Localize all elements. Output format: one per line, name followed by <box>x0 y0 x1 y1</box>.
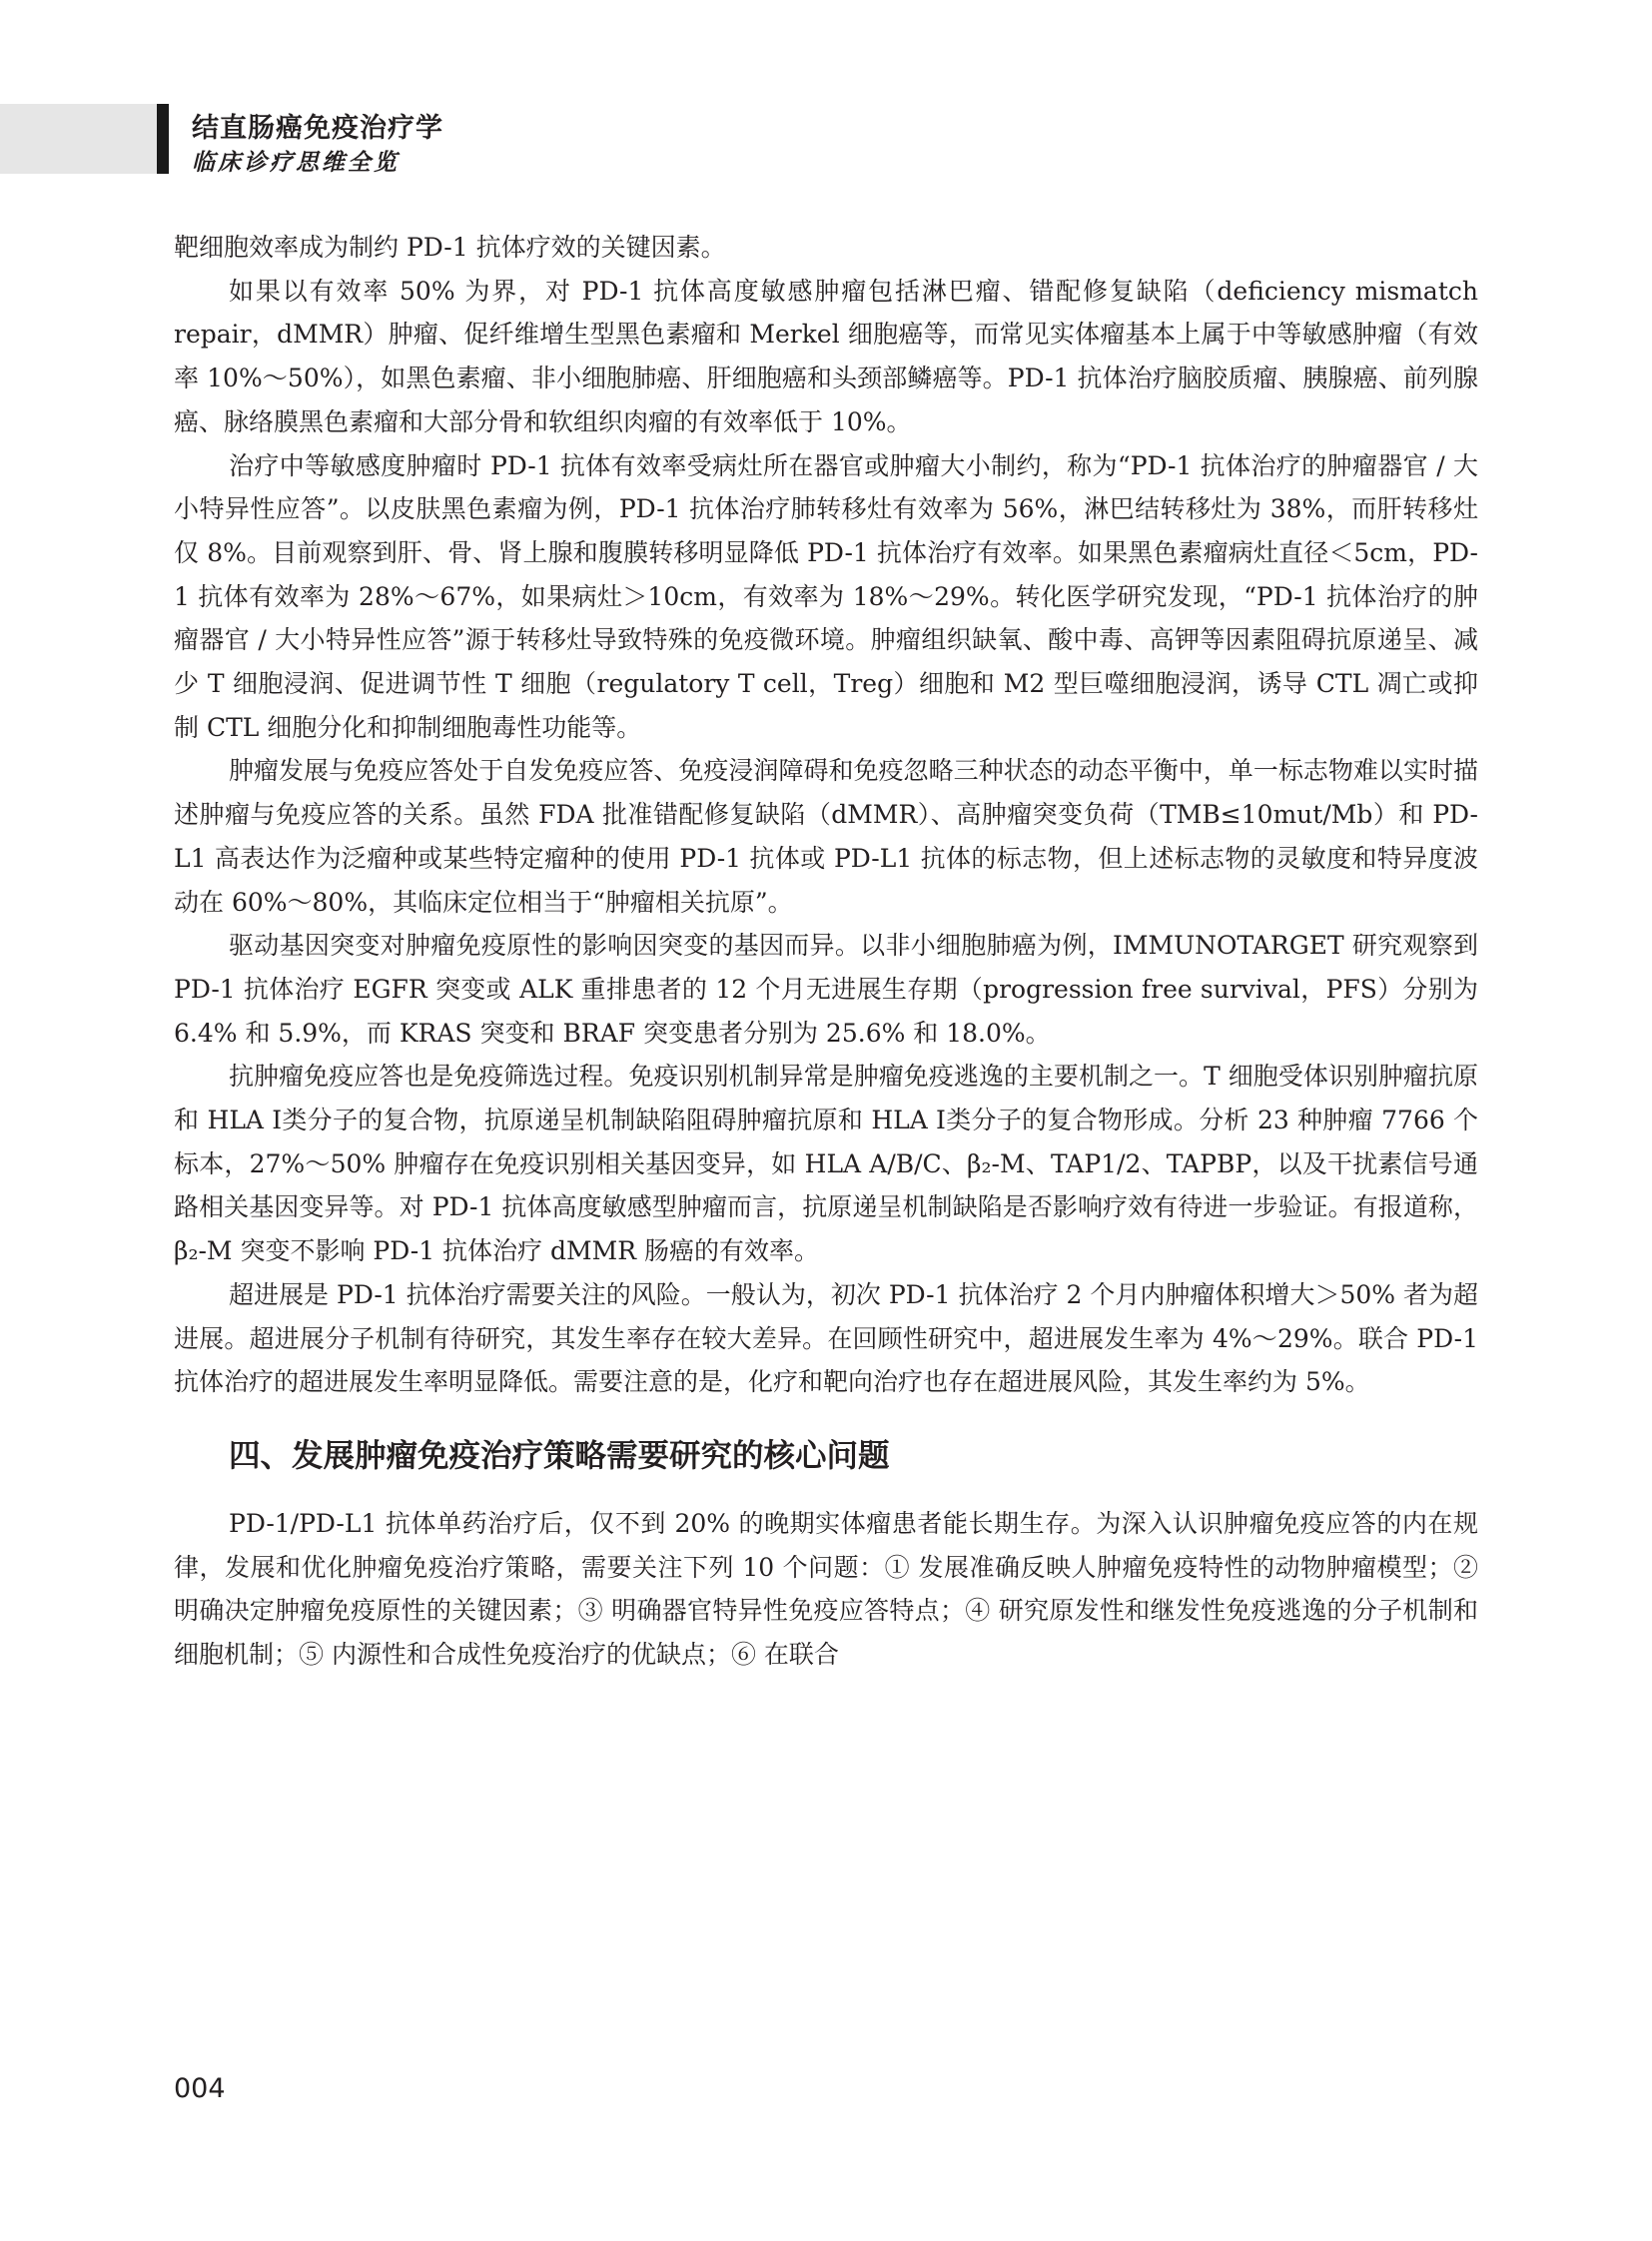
book-title: 结直肠癌免疫治疗学 <box>192 113 443 144</box>
header-black-bar <box>157 104 169 174</box>
paragraph: 治疗中等敏感度肿瘤时 PD-1 抗体有效率受病灶所在器官或肿瘤大小制约，称为“PD-1 抗体治疗的肿瘤器官 / 大小特异性应答”。以皮肤黑色素瘤为例，PD-1 抗体治疗肺转移灶有效率为 56%，淋巴结转移灶为 38%，而肝转移灶仅 8%。目前观察到肝、骨、肾上腺和腹膜转移明显降低 PD-1 抗体治疗有效率。如果黑色素瘤病灶直径＜5cm，PD-1 抗体有效率为 28%～67%，如果病灶＞10cm，有效率为 18%～29%。转化医学研究发现，“PD-1 抗体治疗的肿瘤器官 / 大小特异性应答”源于转移灶导致特殊的免疫微环境。肿瘤组织缺氧、酸中毒、高钾等因素阻碍抗原递呈、减少 T 细胞浸润、促进调节性 T 细胞（regulatory T cell，Treg）细胞和 M2 型巨噬细胞浸润，诱导 CTL 凋亡或抑制 CTL 细胞分化和抑制细胞毒性功能等。 <box>174 450 1478 742</box>
paragraph: PD-1/PD-L1 抗体单药治疗后，仅不到 20% 的晚期实体瘤患者能长期生存。为深入认识肿瘤免疫应答的内在规律，发展和优化肿瘤免疫治疗策略，需要关注下列 10 个问题：① 发展准确反映人肿瘤免疫特性的动物肿瘤模型；② 明确决定肿瘤免疫原性的关键因素；③ 明确器官特异性免疫应答特点；④ 研究原发性和继发性免疫逃逸的分子机制和细胞机制；⑤ 内源性和合成性免疫治疗的优缺点；⑥ 在联合 <box>174 1508 1479 1670</box>
paragraph: 如果以有效率 50% 为界，对 PD-1 抗体高度敏感肿瘤包括淋巴瘤、错配修复缺陷（deficiency mismatch repair，dMMR）肿瘤、促纤维增生型黑色素瘤和 Merkel 细胞癌等，而常见实体瘤基本上属于中等敏感肿瘤（有效率 10%～50%），如黑色素瘤、非小细胞肺癌、肝细胞癌和头颈部鳞癌等。PD-1 抗体治疗脑胶质瘤、胰腺癌、前列腺癌、脉络膜黑色素瘤和大部分骨和软组织肉瘤的有效率低于 10%。 <box>174 276 1478 436</box>
paragraph-continuation: 靶细胞效率成为制约 PD-1 抗体疗效的关键因素。 <box>174 233 726 262</box>
header-gray-band <box>0 104 157 174</box>
section-heading: 四、发展肿瘤免疫治疗策略需要研究的核心问题 <box>229 1437 890 1474</box>
paragraph: 肿瘤发展与免疫应答处于自发免疫应答、免疫浸润障碍和免疫忽略三种状态的动态平衡中，单一标志物难以实时描述肿瘤与免疫应答的关系。虽然 FDA 批准错配修复缺陷（dMMR）、高肿瘤突变负荷（TMB≤10mut/Mb）和 PD-L1 高表达作为泛瘤种或某些特定瘤种的使用 PD-1 抗体或 PD-L1 抗体的标志物，但上述标志物的灵敏度和特异度波动在 60%～80%，其临床定位相当于“肿瘤相关抗原”。 <box>174 756 1478 917</box>
page-body <box>174 226 1478 1677</box>
paragraph: 驱动基因突变对肿瘤免疫原性的影响因突变的基因而异。以非小细胞肺癌为例，IMMUNOTARGET 研究观察到 PD-1 抗体治疗 EGFR 突变或 ALK 重排患者的 12 个月无进展生存期（progression free survival，PFS）分别为 6.4% 和 5.9%，而 KRAS 突变和 BRAF 突变患者分别为 25.6% 和 18.0%。 <box>174 931 1478 1048</box>
paragraph: 抗肿瘤免疫应答也是免疫筛选过程。免疫识别机制异常是肿瘤免疫逃逸的主要机制之一。T 细胞受体识别肿瘤抗原和 HLA Ⅰ类分子的复合物，抗原递呈机制缺陷阻碍肿瘤抗原和 HLA Ⅰ类分子的复合物形成。分析 23 种肿瘤 7766 个标本，27%～50% 肿瘤存在免疫识别相关基因变异，如 HLA A/B/C、β₂-M、TAP1/2、TAPBP，以及干扰素信号通路相关基因变异等。对 PD-1 抗体高度敏感型肿瘤而言，抗原递呈机制缺陷是否影响疗效有待进一步验证。有报道称，β₂-M 突变不影响 PD-1 抗体治疗 dMMR 肠癌的有效率。 <box>174 1062 1478 1266</box>
page-number: 004 <box>174 2073 226 2104</box>
book-subtitle: 临床诊疗思维全览 <box>192 150 400 176</box>
paragraph: 超进展是 PD-1 抗体治疗需要关注的风险。一般认为，初次 PD-1 抗体治疗 2 个月内肿瘤体积增大＞50% 者为超进展。超进展分子机制有待研究，其发生率存在较大差异。在回顾性研究中，超进展发生率为 4%～29%。联合 PD-1 抗体治疗的超进展发生率明显降低。需要注意的是，化疗和靶向治疗也存在超进展风险，其发生率约为 5%。 <box>174 1279 1478 1397</box>
